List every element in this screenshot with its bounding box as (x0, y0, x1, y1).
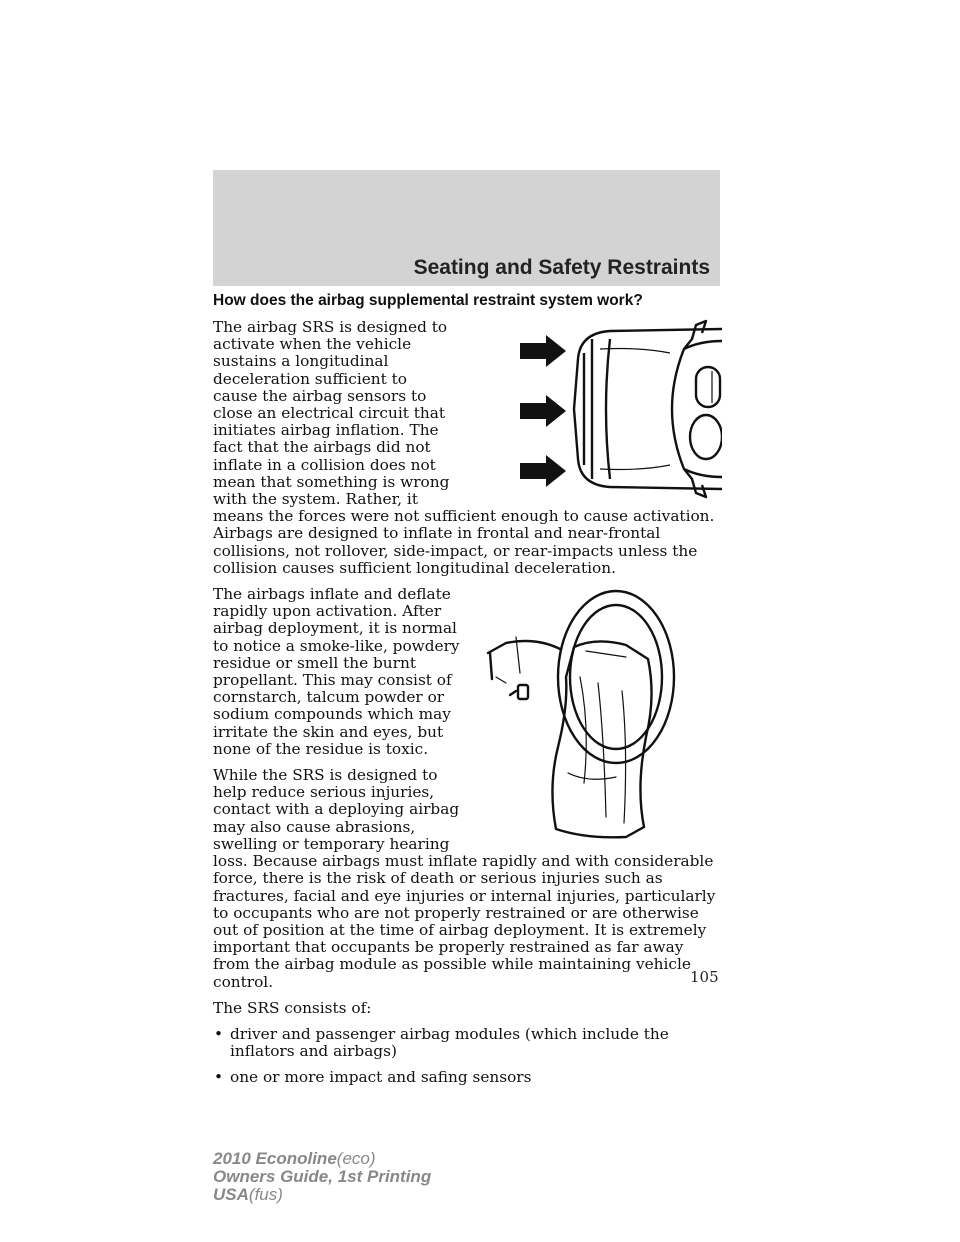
list-item (213, 1026, 720, 1060)
srs-component-list (213, 1026, 720, 1087)
footer-print-info (213, 1150, 431, 1204)
list-item (213, 1069, 720, 1086)
paragraph-airbag-injury-risk: While the SRS is designed to help reduce serious injuries, contact with a deploying airbag may also cause abrasions, swelling or temporary hearing loss. Because airbags must inflate rapidly and with considerable force, there is the risk of death or serious injuries such as fractures, facial and eye injuries or internal injuries, particularly to occupants who are not properly restrained or are otherwise out of position at the time of airbag deployment. It is extremely important that occupants be properly restrained as far away from the airbag module as possible while maintaining vehicle control. (213, 766, 716, 991)
page-content (213, 292, 720, 1096)
section-heading: How does the airbag supplemental restraint system work? (213, 292, 643, 309)
paragraph-airbag-activation: The airbag SRS is designed to activate when the vehicle sustains a longitudinal deceleration sufficient to cause the airbag sensors to close an electrical circuit that initiates airbag inflation. The fact that the airbags did not inflate in a collision does not mean that something is wrong with the system. Rather, it means the forces were not sufficient enough to cause activation. Airbags are designed to inflate in frontal and near-frontal collisions, not rollover, side-impact, or rear-impacts unless the collision causes sufficient longitudinal deceleration. (213, 318, 715, 577)
list-item-text: one or more impact and safing sensors (230, 1068, 532, 1087)
paragraph-srs-components: The SRS consists of: (213, 998, 372, 1017)
list-item-text: driver and passenger airbag modules (which include the inflators and airbags) (230, 1024, 669, 1061)
footer-market: USA (213, 1185, 249, 1204)
steering-wheel-airbag-icon (476, 587, 726, 847)
bullet-marker: • (214, 1068, 224, 1087)
footer-model: 2010 Econoline (213, 1149, 337, 1168)
vehicle-frontal-impact-icon (460, 319, 722, 499)
footer-model-code: (eco) (336, 1149, 376, 1168)
footer-line-guide (213, 1168, 431, 1186)
page-number: 105 (690, 968, 719, 986)
footer-market-code: (fus) (248, 1185, 283, 1204)
paragraph-airbag-residue: The airbags inflate and deflate rapidly upon activation. After airbag deployment, it is normal to notice a smoke-like, powdery residue or smell the burnt propellant. This may consist of cornstarch, talcum powder or sodium compounds which may irritate the skin and eyes, but none of the residue is toxic. (213, 585, 460, 758)
section-header-band (213, 170, 720, 286)
footer-line-model (213, 1150, 431, 1168)
section-title: Seating and Safety Restraints (413, 256, 710, 279)
footer-line-market (213, 1186, 431, 1204)
bullet-marker: • (214, 1024, 224, 1043)
footer-guide: Owners Guide, 1st Printing (213, 1167, 432, 1186)
